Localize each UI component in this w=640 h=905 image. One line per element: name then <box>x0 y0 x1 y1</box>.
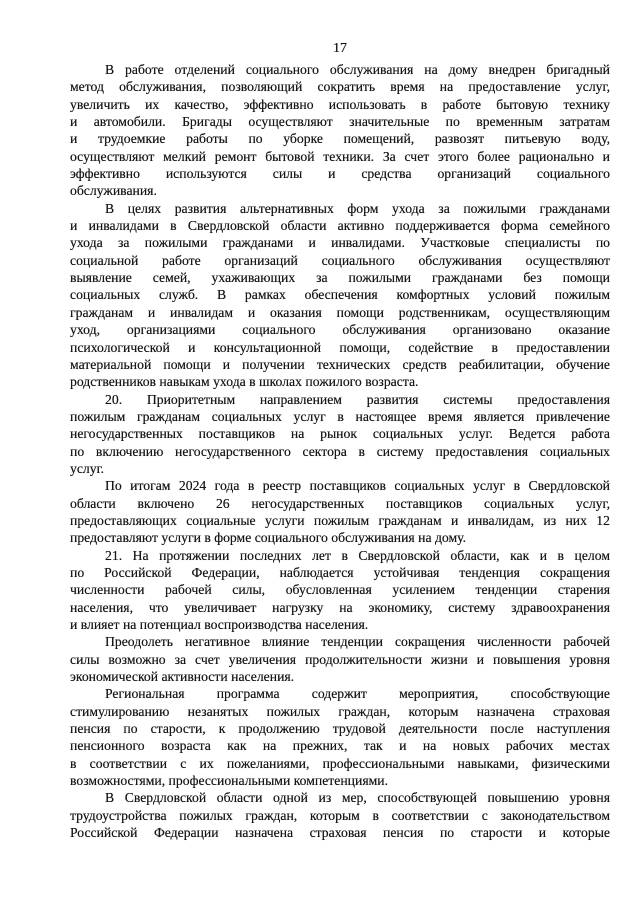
text-line: социальной работе организаций социального обслуживания осуществляют <box>70 252 610 268</box>
text-line: и инвалидами в Свердловской области активно поддерживается форма семейного <box>70 218 610 234</box>
text-line: в соответствии с их пожеланиями, профессиональными навыками, физическими <box>70 755 610 771</box>
text-line: метод обслуживания, позволяющий сократить время на предоставление услуг, <box>70 79 610 95</box>
text-line: Региональная программа содержит мероприятия, способствующие <box>105 686 610 702</box>
text-line: предоставляют услуги в форме социального обслуживания на дому. <box>70 530 467 546</box>
paragraph <box>70 789 610 841</box>
text-line: пенсионного возраста как на прежних, так и на новых рабочих местах <box>70 738 610 754</box>
paragraph <box>70 61 610 200</box>
text-line: и автомобили. Бригады осуществляют значительные по временным затратам <box>70 114 610 130</box>
text-line: пожилым гражданам социальных услуг в настоящее время является привлечение <box>70 408 610 424</box>
text-line: выявление семей, ухаживающих за пожилыми гражданами без помощи <box>70 270 610 286</box>
text-line: материальной помощи и получении технических средств реабилитации, обучение <box>70 356 610 372</box>
paragraph <box>70 685 610 789</box>
text-line: населения, что увеличивает нагрузку на экономику, систему здравоохранения <box>70 599 610 615</box>
text-line: негосударственных поставщиков на рынок социальных услуг. Ведется работа <box>70 426 610 442</box>
text-line: силы возможно за счет увеличения продолжительности жизни и повышения уровня <box>70 651 610 667</box>
paragraph <box>70 633 610 685</box>
text-line: и влияет на потенциал воспроизводства населения. <box>70 617 369 632</box>
text-line: по Российской Федерации, наблюдается устойчивая тенденция сокращения <box>70 564 610 580</box>
text-line: Преодолеть негативное влияние тенденции сокращения численности рабочей <box>105 634 610 650</box>
text-line: В работе отделений социального обслуживания на дому внедрен бригадный <box>105 62 610 77</box>
paragraph <box>70 547 610 634</box>
text-line: 20. Приоритетным направлением развития системы предоставления <box>105 391 610 407</box>
document-body <box>70 61 610 841</box>
text-line: родственников навыкам ухода в школах пожилого возраста. <box>70 374 419 390</box>
text-line: 21. На протяжении последних лет в Свердловской области, как и в целом <box>105 547 610 563</box>
text-line: психологической и консультационной помощи, содействие в предоставлении <box>70 339 610 355</box>
text-line: В Свердловской области одной из мер, способствующей повышению уровня <box>105 790 610 806</box>
text-line: увеличить их качество, эффективно использовать в работе бытовую технику <box>70 96 610 112</box>
text-line: экономической активности населения. <box>70 669 295 685</box>
paragraph <box>70 391 610 478</box>
text-line: Российской Федерации назначена страховая пенсия по старости и которые <box>70 825 610 841</box>
text-line: ухода за пожилыми гражданами и инвалидами. Участковые специалисты по <box>70 235 610 251</box>
text-line: стимулированию незанятых пожилых граждан, которым назначена страховая <box>70 703 610 719</box>
text-line: по включению негосударственного сектора в систему предоставления социальных <box>70 443 610 459</box>
text-line: По итогам 2024 года в реестр поставщиков социальных услуг в Свердловской <box>105 478 610 494</box>
paragraph <box>70 200 610 391</box>
text-line: области включено 26 негосударственных поставщиков социальных услуг, <box>70 495 610 511</box>
text-line: услуг. <box>70 460 105 476</box>
text-line: возможностями, профессиональными компетенциями. <box>70 773 389 789</box>
text-line: В целях развития альтернативных форм ухода за пожилыми гражданами <box>105 200 610 216</box>
text-line: обслуживания. <box>70 183 157 199</box>
text-line: гражданам и инвалидам и оказания помощи родственникам, осуществляющим <box>70 304 610 320</box>
page-number: 17 <box>333 41 347 56</box>
text-line: пенсия по старости, к продолжению трудовой деятельности после наступления <box>70 721 610 737</box>
text-line: эффективно используются силы и средства организаций социального <box>70 166 610 182</box>
text-line: и трудоемкие работы по уборке помещений, развозят питьевую воду, <box>70 131 610 147</box>
text-line: социальных служб. В рамках обеспечения комфортных условий пожилым <box>70 287 610 303</box>
paragraph <box>70 477 610 546</box>
text-line: осуществляют мелкий ремонт бытовой техники. За счет этого более рационально и <box>70 148 610 164</box>
text-line: уход, организациями социального обслуживания организовано оказание <box>70 322 610 338</box>
text-line: трудоустройства пожилых граждан, которым в соответствии с законодательством <box>70 807 610 823</box>
text-line: численности рабочей силы, обусловленная усилением тенденции старения <box>70 582 610 598</box>
text-line: предоставляющих социальные услуги пожилым гражданам и инвалидам, из них 12 <box>70 512 610 528</box>
